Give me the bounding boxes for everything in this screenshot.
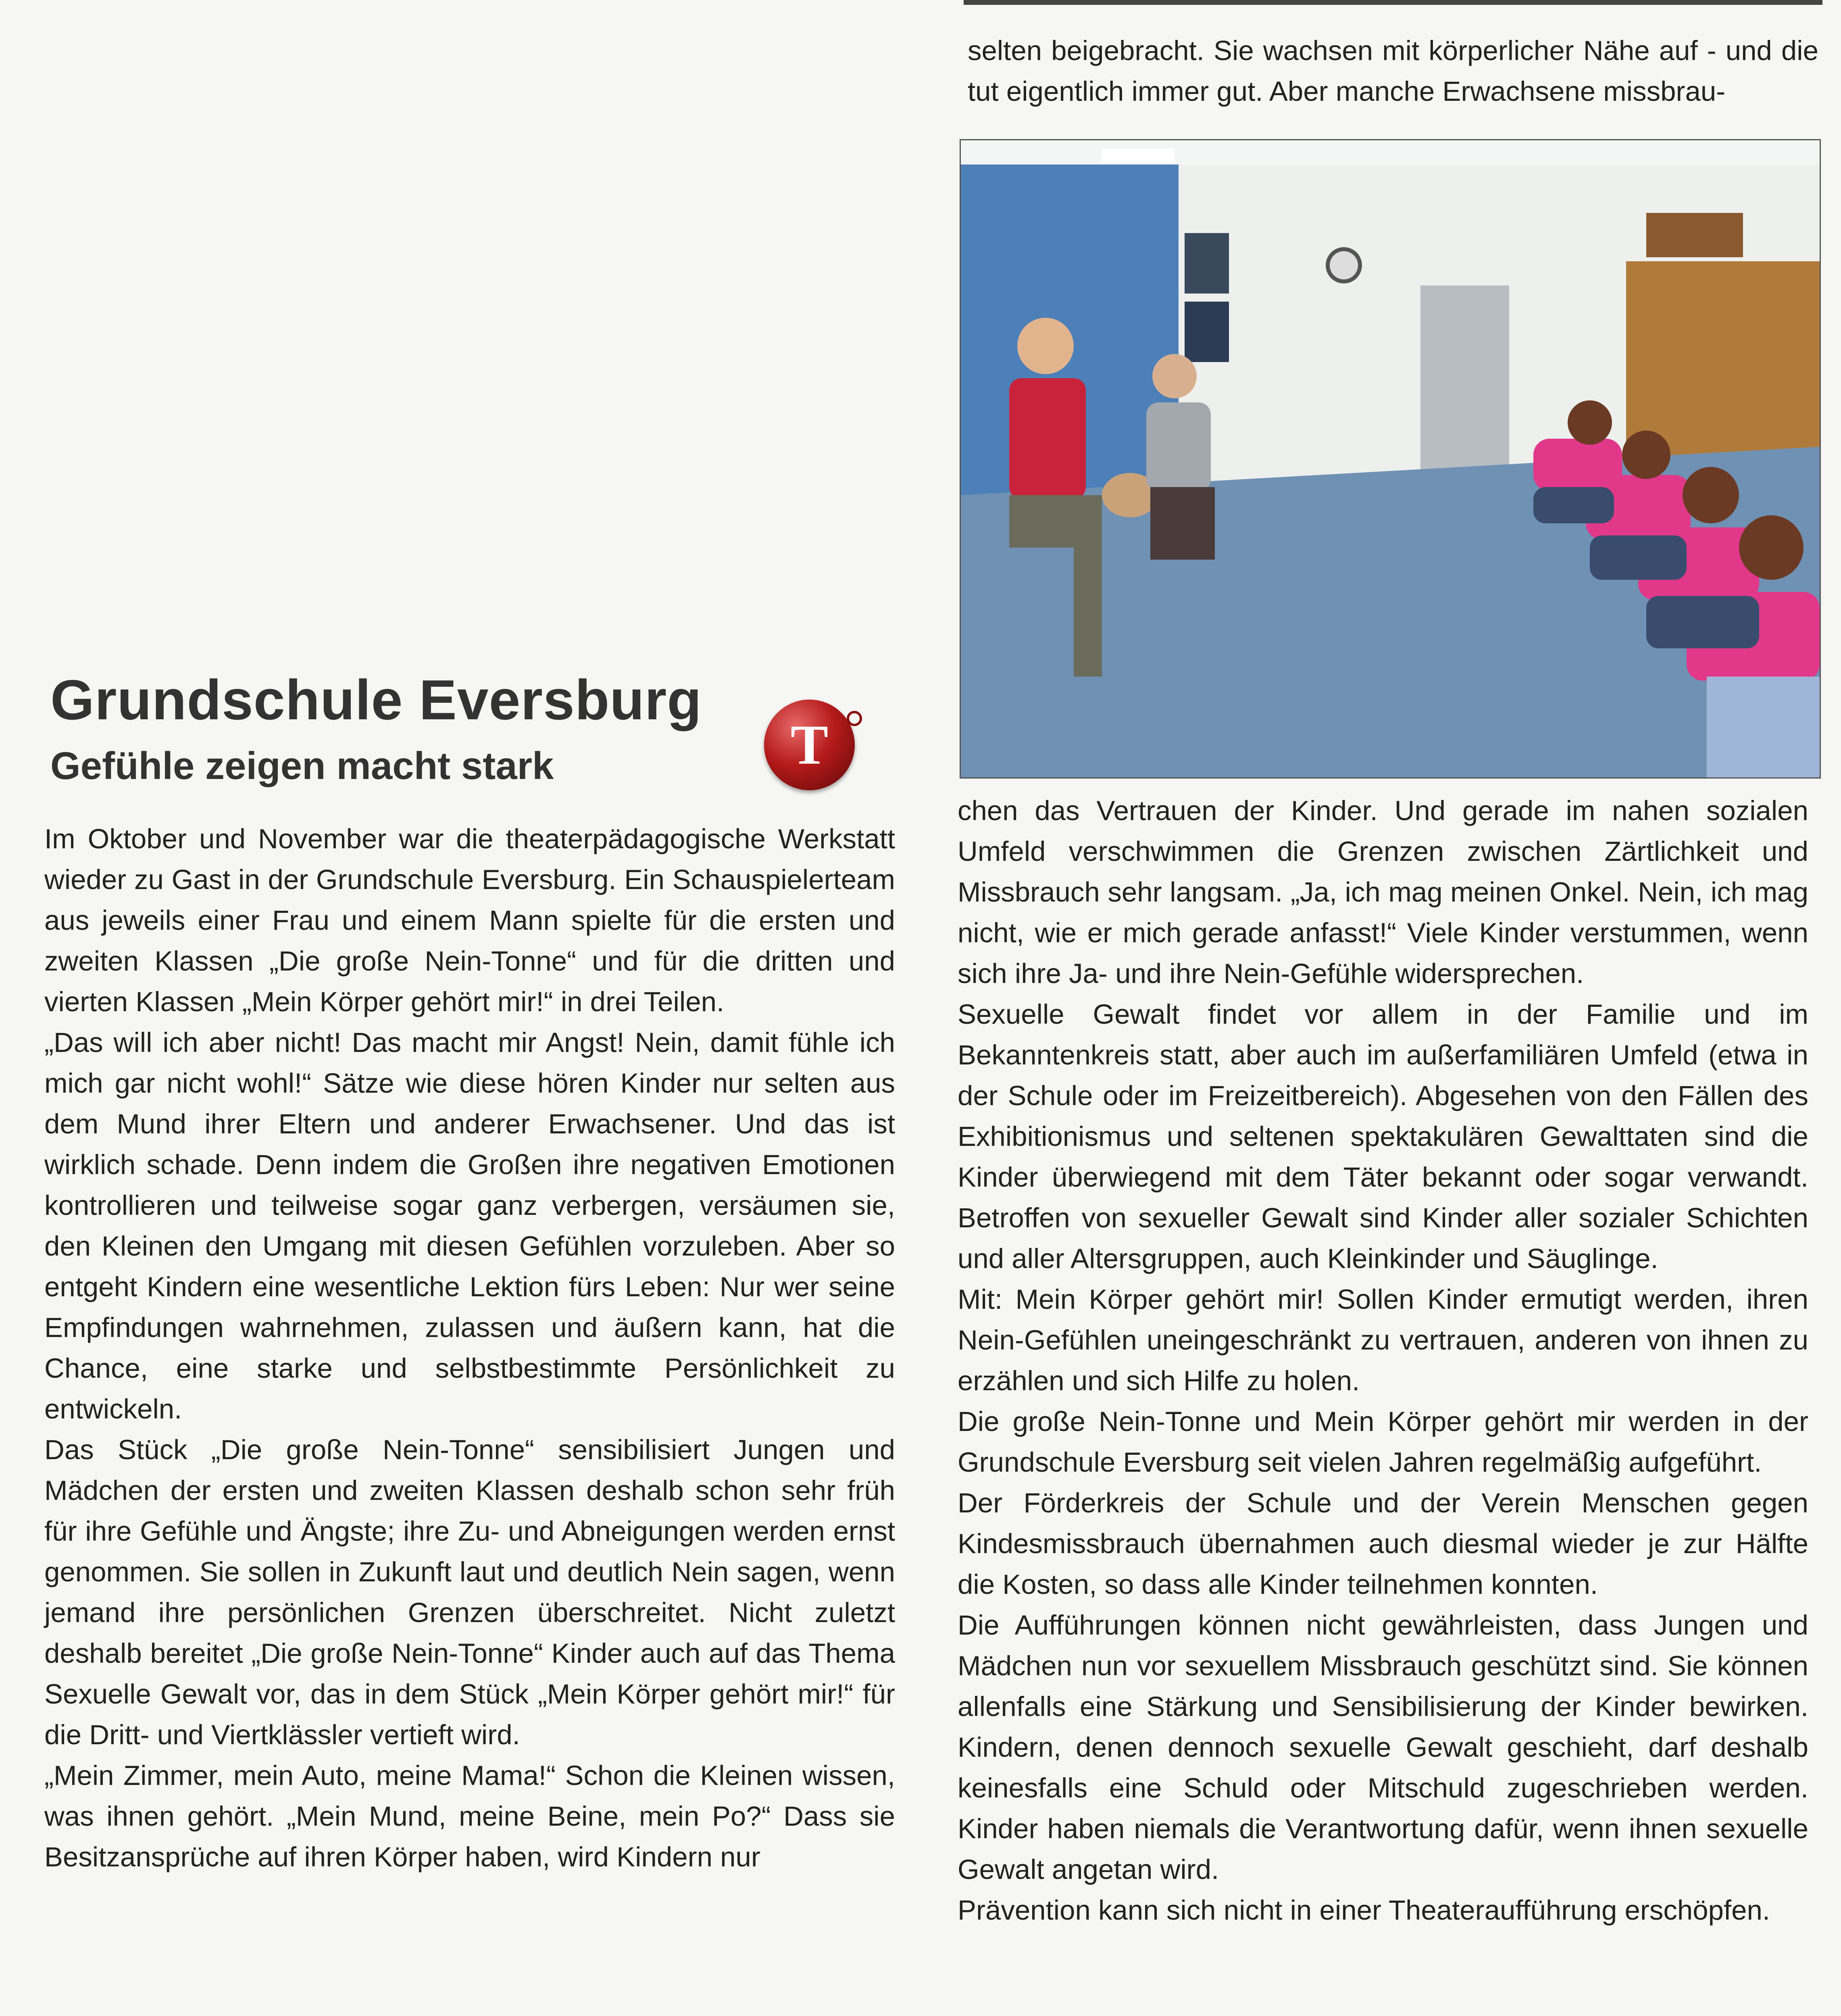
right-paragraph: Die große Nein-Tonne und Mein Körper gehört mir werden in der Grundschule Eversburg seit vielen Jahren regelmäßig aufgeführt. (958, 1406, 1808, 1478)
right-paragraph: Mit: Mein Körper gehört mir! Sollen Kinder ermutigt werden, ihren Nein-Gefühlen uneingeschränkt zu vertrauen, anderen von ihnen zu erzählen und sich Hilfe zu holen. (958, 1284, 1808, 1396)
classroom-photo-illustration (961, 140, 1820, 777)
left-paragraph: „Das will ich aber nicht! Das macht mir Angst! Nein, damit fühle ich mich gar nicht wohl!“ Sätze wie diese hören Kinder nur selten aus dem Mund ihrer Eltern und anderer Erwachsener. Und das ist wirklich schade. Denn indem die Großen ihre negativen Emotionen kontrollieren und teilweise sogar ganz verbergen, versäumen sie, den Kleinen den Umgang mit diesen Gefühlen vorzuleben. Aber so entgeht Kindern eine wesentliche Lektion fürs Leben: Nur wer seine Empfindungen wahrnehmen, zulassen und äußern kann, hat die Chance, eine starke und selbstbestimmte Persönlichkeit zu entwickeln. (44, 1027, 895, 1425)
top-right-intro (968, 30, 1818, 112)
top-photo (960, 139, 1821, 779)
left-column (44, 818, 895, 1877)
theater-badge-icon (764, 700, 855, 790)
left-paragraph: „Mein Zimmer, mein Auto, meine Mama!“ Schon die Kleinen wissen, was ihnen gehört. „Mein Mund, meine Beine, mein Po?“ Dass sie Besitzansprüche auf ihren Körper haben, wird Kindern nur (44, 1760, 895, 1872)
right-paragraph: chen das Vertrauen der Kinder. Und gerade im nahen sozialen Umfeld verschwimmen die Grenzen zwischen Zärtlichkeit und Missbrauch sehr langsam. „Ja, ich mag meinen Onkel. Nein, ich mag nicht, wie er mich gerade anfasst!“ Viele Kinder verstummen, wenn sich ihre Ja- und ihre Nein-Gefühle widersprechen. (958, 795, 1808, 989)
right-paragraph: Prävention kann sich nicht in einer Theateraufführung erschöpfen. (958, 1895, 1770, 1926)
left-paragraph: Im Oktober und November war die theaterpädagogische Werkstatt wieder zu Gast in der Grundschule Eversburg. Ein Schauspielerteam aus jeweils einer Frau und einem Mann spielte für die ersten und zweiten Klassen „Die große Nein-Tonne“ und für die dritten und vierten Klassen „Mein Körper gehört mir!“ in drei Teilen. (44, 823, 895, 1017)
right-column (958, 790, 1808, 1931)
left-paragraph: Das Stück „Die große Nein-Tonne“ sensibilisiert Jungen und Mädchen der ersten und zweiten Klassen deshalb schon sehr früh für ihre Gefühle und Ängste; ihre Zu- und Abneigungen werden ernst genommen. Sie sollen in Zukunft laut und deutlich Nein sagen, wenn jemand ihre persönlichen Grenzen überschreitet. Nicht zuletzt deshalb bereitet „Die große Nein-Tonne“ Kinder auch auf das Thema Sexuelle Gewalt vor, das in dem Stück „Mein Körper gehört mir!“ für die Dritt- und Viertklässler vertieft wird. (44, 1434, 895, 1750)
article-title: Grundschule Eversburg (50, 668, 702, 731)
article-subtitle: Gefühle zeigen macht stark (50, 744, 554, 787)
right-paragraph: Die Aufführungen können nicht gewährleisten, dass Jungen und Mädchen nun vor sexuellem Missbrauch geschützt sind. Sie können allenfalls eine Stärkung und Sensibilisierung der Kinder bewirken. Kindern, denen dennoch sexuelle Gewalt geschieht, darf deshalb keinesfalls eine Schuld oder Mitschuld zugeschrieben werden. Kinder haben niemals die Verantwortung dafür, wenn ihnen sexuelle Gewalt angetan wird. (958, 1610, 1808, 1885)
badge-letter: T (790, 714, 829, 776)
top-rule (964, 0, 1822, 5)
right-paragraph: Der Förderkreis der Schule und der Verein Menschen gegen Kindesmissbrauch übernahmen auch diesmal wieder je zur Hälfte die Kosten, so dass alle Kinder teilnehmen konnten. (958, 1487, 1808, 1600)
intro-text: selten beigebracht. Sie wachsen mit körperlicher Nähe auf - und die tut eigentlich immer gut. Aber manche Erwachsene missbrau- (968, 35, 1818, 107)
right-paragraph: Sexuelle Gewalt findet vor allem in der Familie und im Bekanntenkreis statt, aber auch im außerfamiliären Umfeld (etwa in der Schule oder im Freizeitbereich). Abgesehen von den Fällen des Exhibitionismus und seltenen spektakulären Gewalttaten sind die Kinder überwiegend mit dem Täter bekannt oder sogar verwandt. Betroffen von sexueller Gewalt sind Kinder aller sozialer Schichten und aller Altersgruppen, auch Kleinkinder und Säuglinge. (958, 999, 1808, 1274)
